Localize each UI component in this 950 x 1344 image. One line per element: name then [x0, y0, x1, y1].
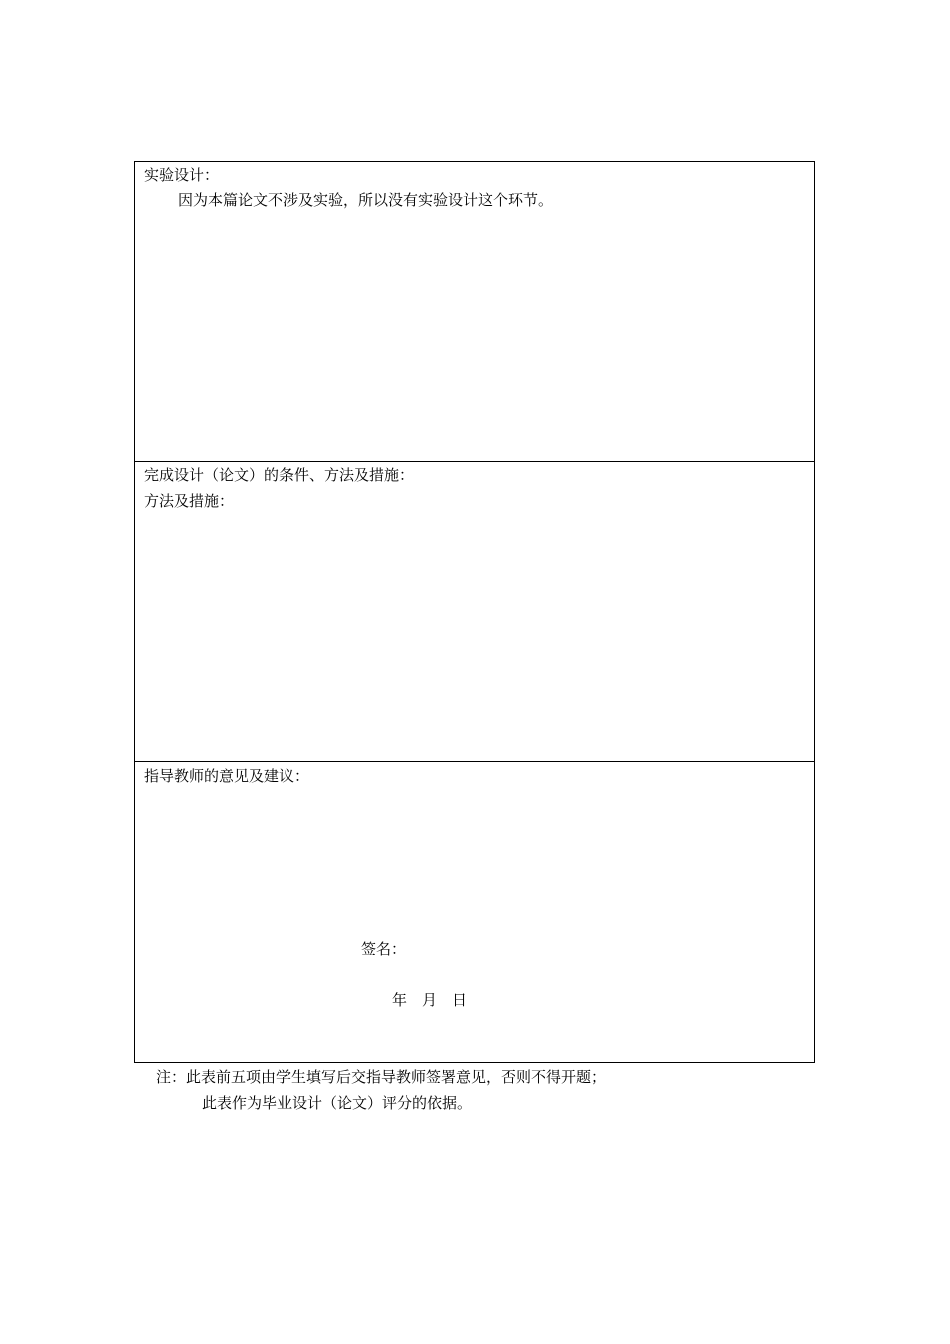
date-label: 年 月 日 [392, 991, 468, 1009]
conditions-methods-cell [135, 462, 814, 762]
footer-note-line-1: 注：此表前五项由学生填写后交指导教师签署意见，否则不得开题； [156, 1068, 607, 1086]
signature-label: 签名： [361, 940, 407, 958]
advisor-opinion-cell [135, 762, 814, 1062]
advisor-opinion-heading: 指导教师的意见及建议： [144, 767, 310, 785]
proposal-form-table [134, 161, 815, 1063]
conditions-methods-heading: 完成设计（论文）的条件、方法及措施： [144, 466, 415, 484]
methods-measures-subheading: 方法及措施： [144, 492, 235, 510]
experiment-design-heading: 实验设计： [144, 166, 220, 184]
experiment-design-text: 因为本篇论文不涉及实验，所以没有实验设计这个环节。 [178, 191, 554, 209]
experiment-design-cell [135, 162, 814, 462]
footer-note-line-2: 此表作为毕业设计（论文）评分的依据。 [202, 1094, 473, 1112]
